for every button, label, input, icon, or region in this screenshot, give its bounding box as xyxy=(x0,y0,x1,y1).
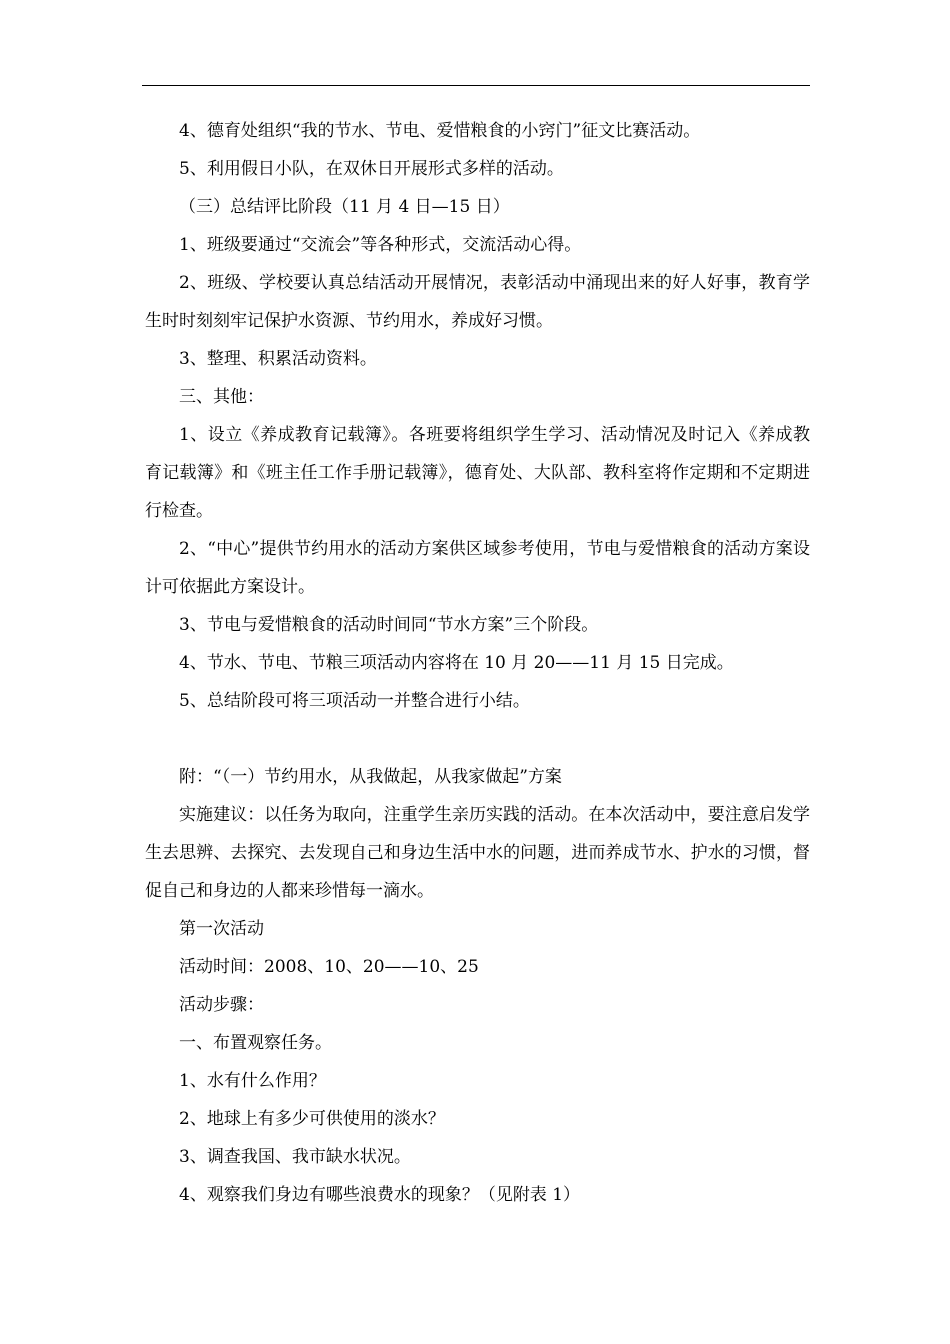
spacer xyxy=(145,720,810,758)
list-item: 3、调查我国、我市缺水状况。 xyxy=(179,1147,411,1167)
paragraph: 2、“中心”提供节约用水的活动方案供区域参考使用，节电与爱惜粮食的活动方案设计可依据此方案设计。 xyxy=(145,539,810,597)
section-heading: （三）总结评比阶段（11 月 4 日—15 日） xyxy=(179,197,510,217)
activity-heading: 第一次活动 xyxy=(179,919,264,939)
section-heading: 三、其他： xyxy=(179,387,264,407)
paragraph: 4、德育处组织“我的节水、节电、爱惜粮食的小窍门”征文比赛活动。 xyxy=(179,121,701,141)
paragraph: 5、总结阶段可将三项活动一并整合进行小结。 xyxy=(179,691,530,711)
list-item: 4、观察我们身边有哪些浪费水的现象？（见附表 1） xyxy=(179,1185,581,1205)
list-item: 1、水有什么作用？ xyxy=(179,1071,326,1091)
paragraph: 4、节水、节电、节粮三项活动内容将在 10 月 20——11 月 15 日完成。 xyxy=(179,653,734,673)
paragraph: 1、设立《养成教育记载簿》。各班要将组织学生学习、活动情况及时记入《养成教育记载簿》和《班主任工作手册记载簿》，德育处、大队部、教科室将作定期和不定期进行检查。 xyxy=(145,425,810,521)
header-rule xyxy=(142,85,810,86)
section-heading: 一、布置观察任务。 xyxy=(179,1033,332,1053)
activity-time: 活动时间：2008、10、20——10、25 xyxy=(179,957,479,977)
paragraph: 5、利用假日小队，在双休日开展形式多样的活动。 xyxy=(179,159,564,179)
paragraph: 实施建议：以任务为取向，注重学生亲历实践的活动。在本次活动中，要注意启发学生去思辨、去探究、去发现自己和身边生活中水的问题，进而养成节水、护水的习惯，督促自己和身边的人都来珍惜每一滴水。 xyxy=(145,805,810,901)
appendix-title: 附：“（一）节约用水，从我做起，从我家做起”方案 xyxy=(179,767,562,787)
paragraph: 1、班级要通过“交流会”等各种形式，交流活动心得。 xyxy=(179,235,582,255)
paragraph: 3、节电与爱惜粮食的活动时间同“节水方案”三个阶段。 xyxy=(179,615,599,635)
paragraph: 3、整理、积累活动资料。 xyxy=(179,349,377,369)
document-body xyxy=(145,112,810,1214)
list-item: 2、地球上有多少可供使用的淡水？ xyxy=(179,1109,445,1129)
paragraph: 2、班级、学校要认真总结活动开展情况，表彰活动中涌现出来的好人好事，教育学生时时刻刻牢记保护水资源、节约用水，养成好习惯。 xyxy=(145,273,810,331)
activity-steps-label: 活动步骤： xyxy=(179,995,264,1015)
